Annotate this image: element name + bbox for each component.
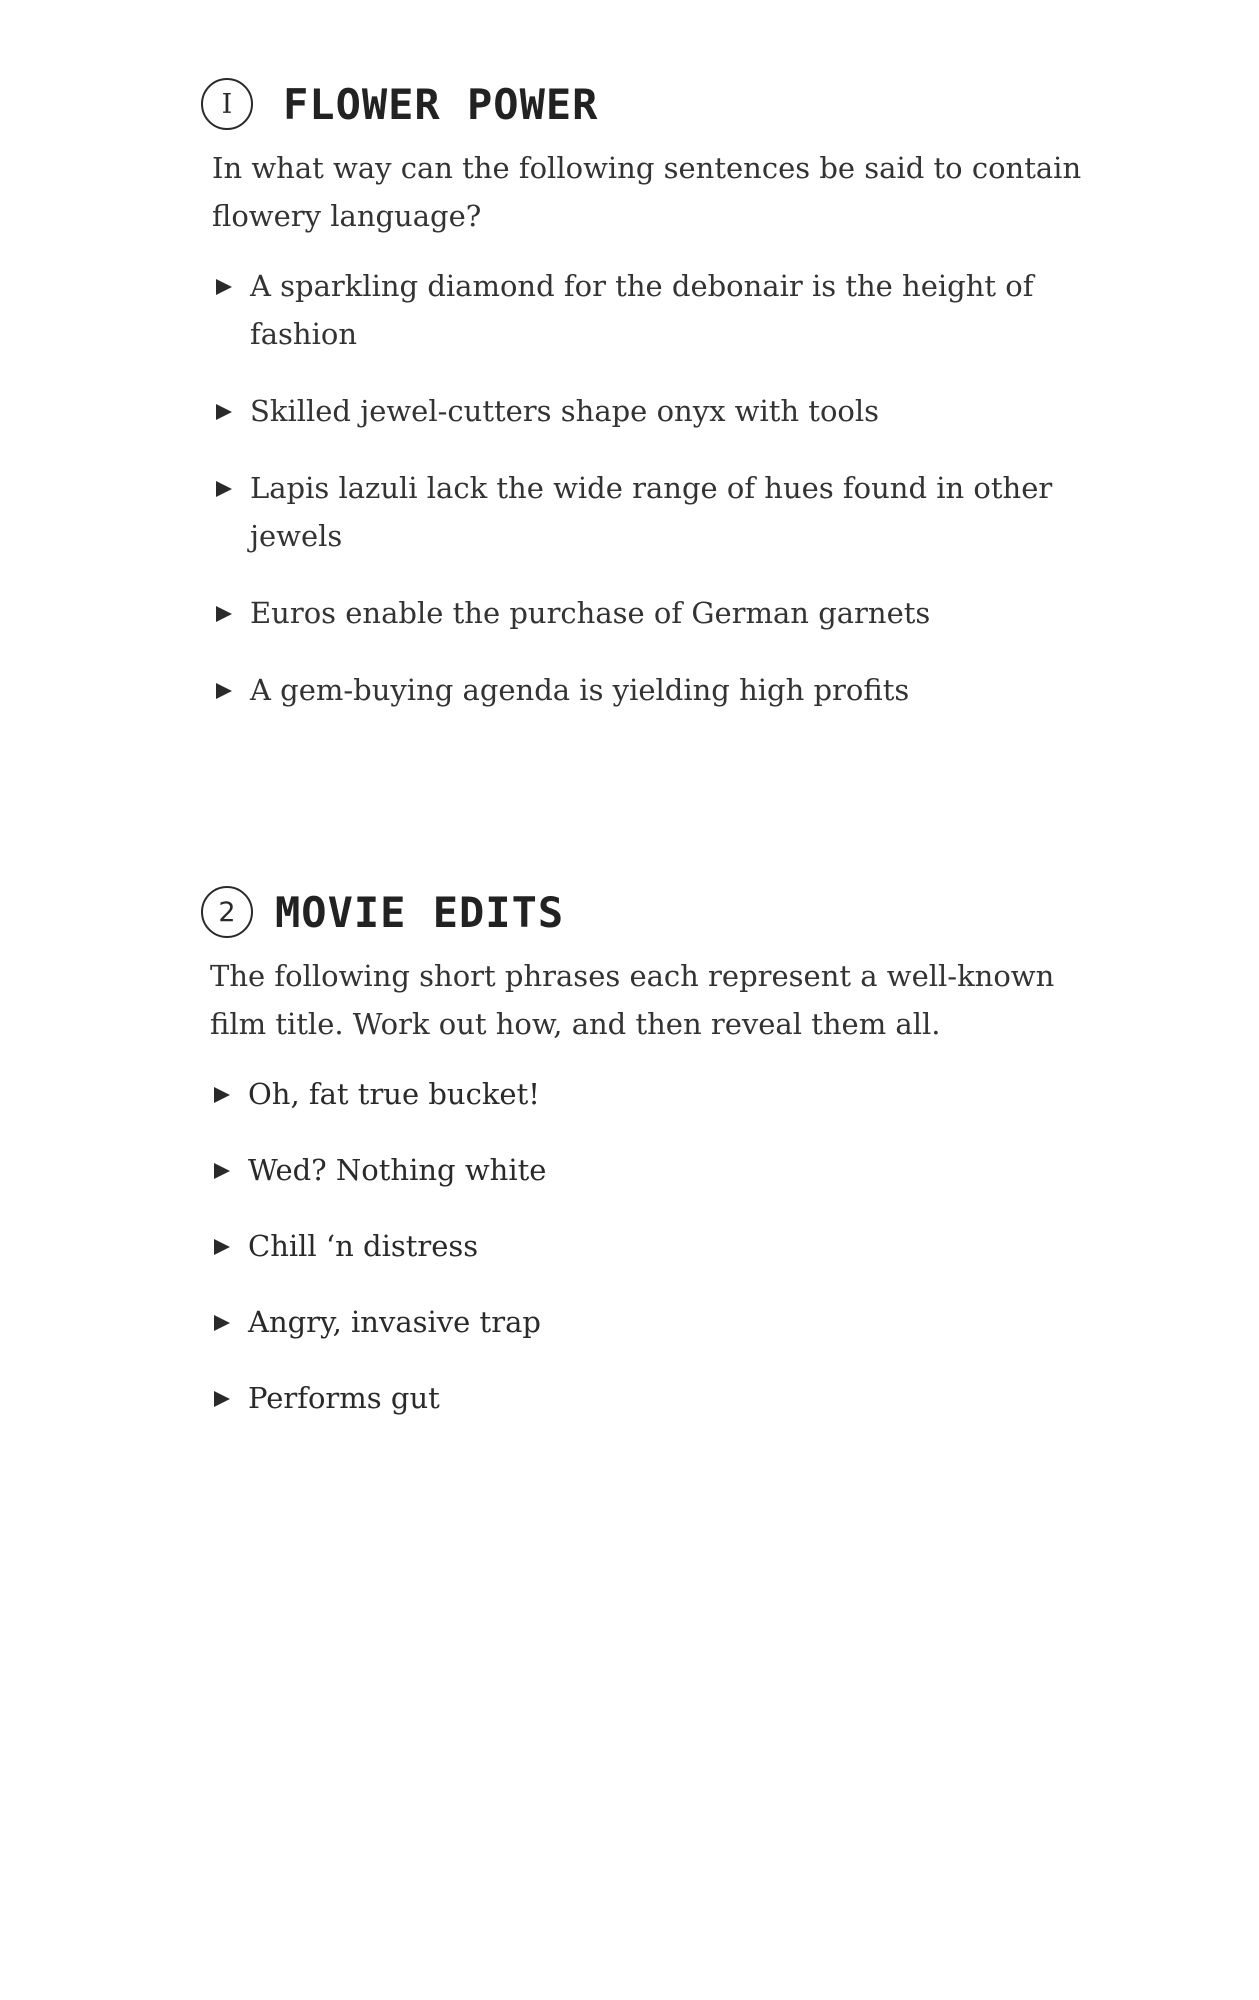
triangle-bullet-icon [214, 1391, 230, 1407]
triangle-bullet-icon [216, 606, 232, 622]
section-number-badge: 2 [201, 886, 253, 938]
triangle-bullet-icon [214, 1087, 230, 1103]
triangle-bullet-icon [216, 279, 232, 295]
clue-text: Angry, invasive trap [248, 1305, 541, 1339]
clue-item [212, 589, 1112, 637]
section-intro: In what way can the following sentences be said to contain flowery language? [212, 151, 1082, 233]
clue-list [212, 262, 1112, 743]
clue-text: Euros enable the purchase of German garnets [250, 596, 931, 630]
clue-text: Chill ‘n distress [248, 1229, 479, 1263]
clue-item [212, 464, 1112, 560]
clue-text: Wed? Nothing white [248, 1153, 547, 1187]
section-title: FLOWER POWER [283, 79, 599, 129]
section-number-badge: I [201, 78, 253, 130]
triangle-bullet-icon [214, 1315, 230, 1331]
clue-text: A gem-buying agenda is yielding high profits [250, 673, 910, 707]
triangle-bullet-icon [216, 683, 232, 699]
clue-item [212, 666, 1112, 714]
clue-text: Lapis lazuli lack the wide range of hues found in other jewels [250, 471, 1053, 553]
section-intro: The following short phrases each represent a well-known film title. Work out how, and then reveal them all. [210, 959, 1055, 1041]
triangle-bullet-icon [216, 481, 232, 497]
clue-item [210, 1070, 1110, 1118]
section-heading [201, 884, 564, 940]
clue-item [210, 1146, 1110, 1194]
triangle-bullet-icon [214, 1239, 230, 1255]
clue-item [210, 1298, 1110, 1346]
clue-text: Oh, fat true bucket! [248, 1077, 540, 1111]
clue-item [212, 387, 1112, 435]
clue-text: A sparkling diamond for the debonair is the height of fashion [250, 269, 1034, 351]
clue-text: Performs gut [248, 1381, 440, 1415]
clue-item [210, 1222, 1110, 1270]
clue-list [210, 1070, 1110, 1450]
section-heading [201, 76, 598, 132]
clue-item [210, 1374, 1110, 1422]
triangle-bullet-icon [214, 1163, 230, 1179]
section-title: MOVIE EDITS [275, 887, 565, 937]
triangle-bullet-icon [216, 404, 232, 420]
clue-item [212, 262, 1112, 358]
clue-text: Skilled jewel-cutters shape onyx with tools [250, 394, 880, 428]
